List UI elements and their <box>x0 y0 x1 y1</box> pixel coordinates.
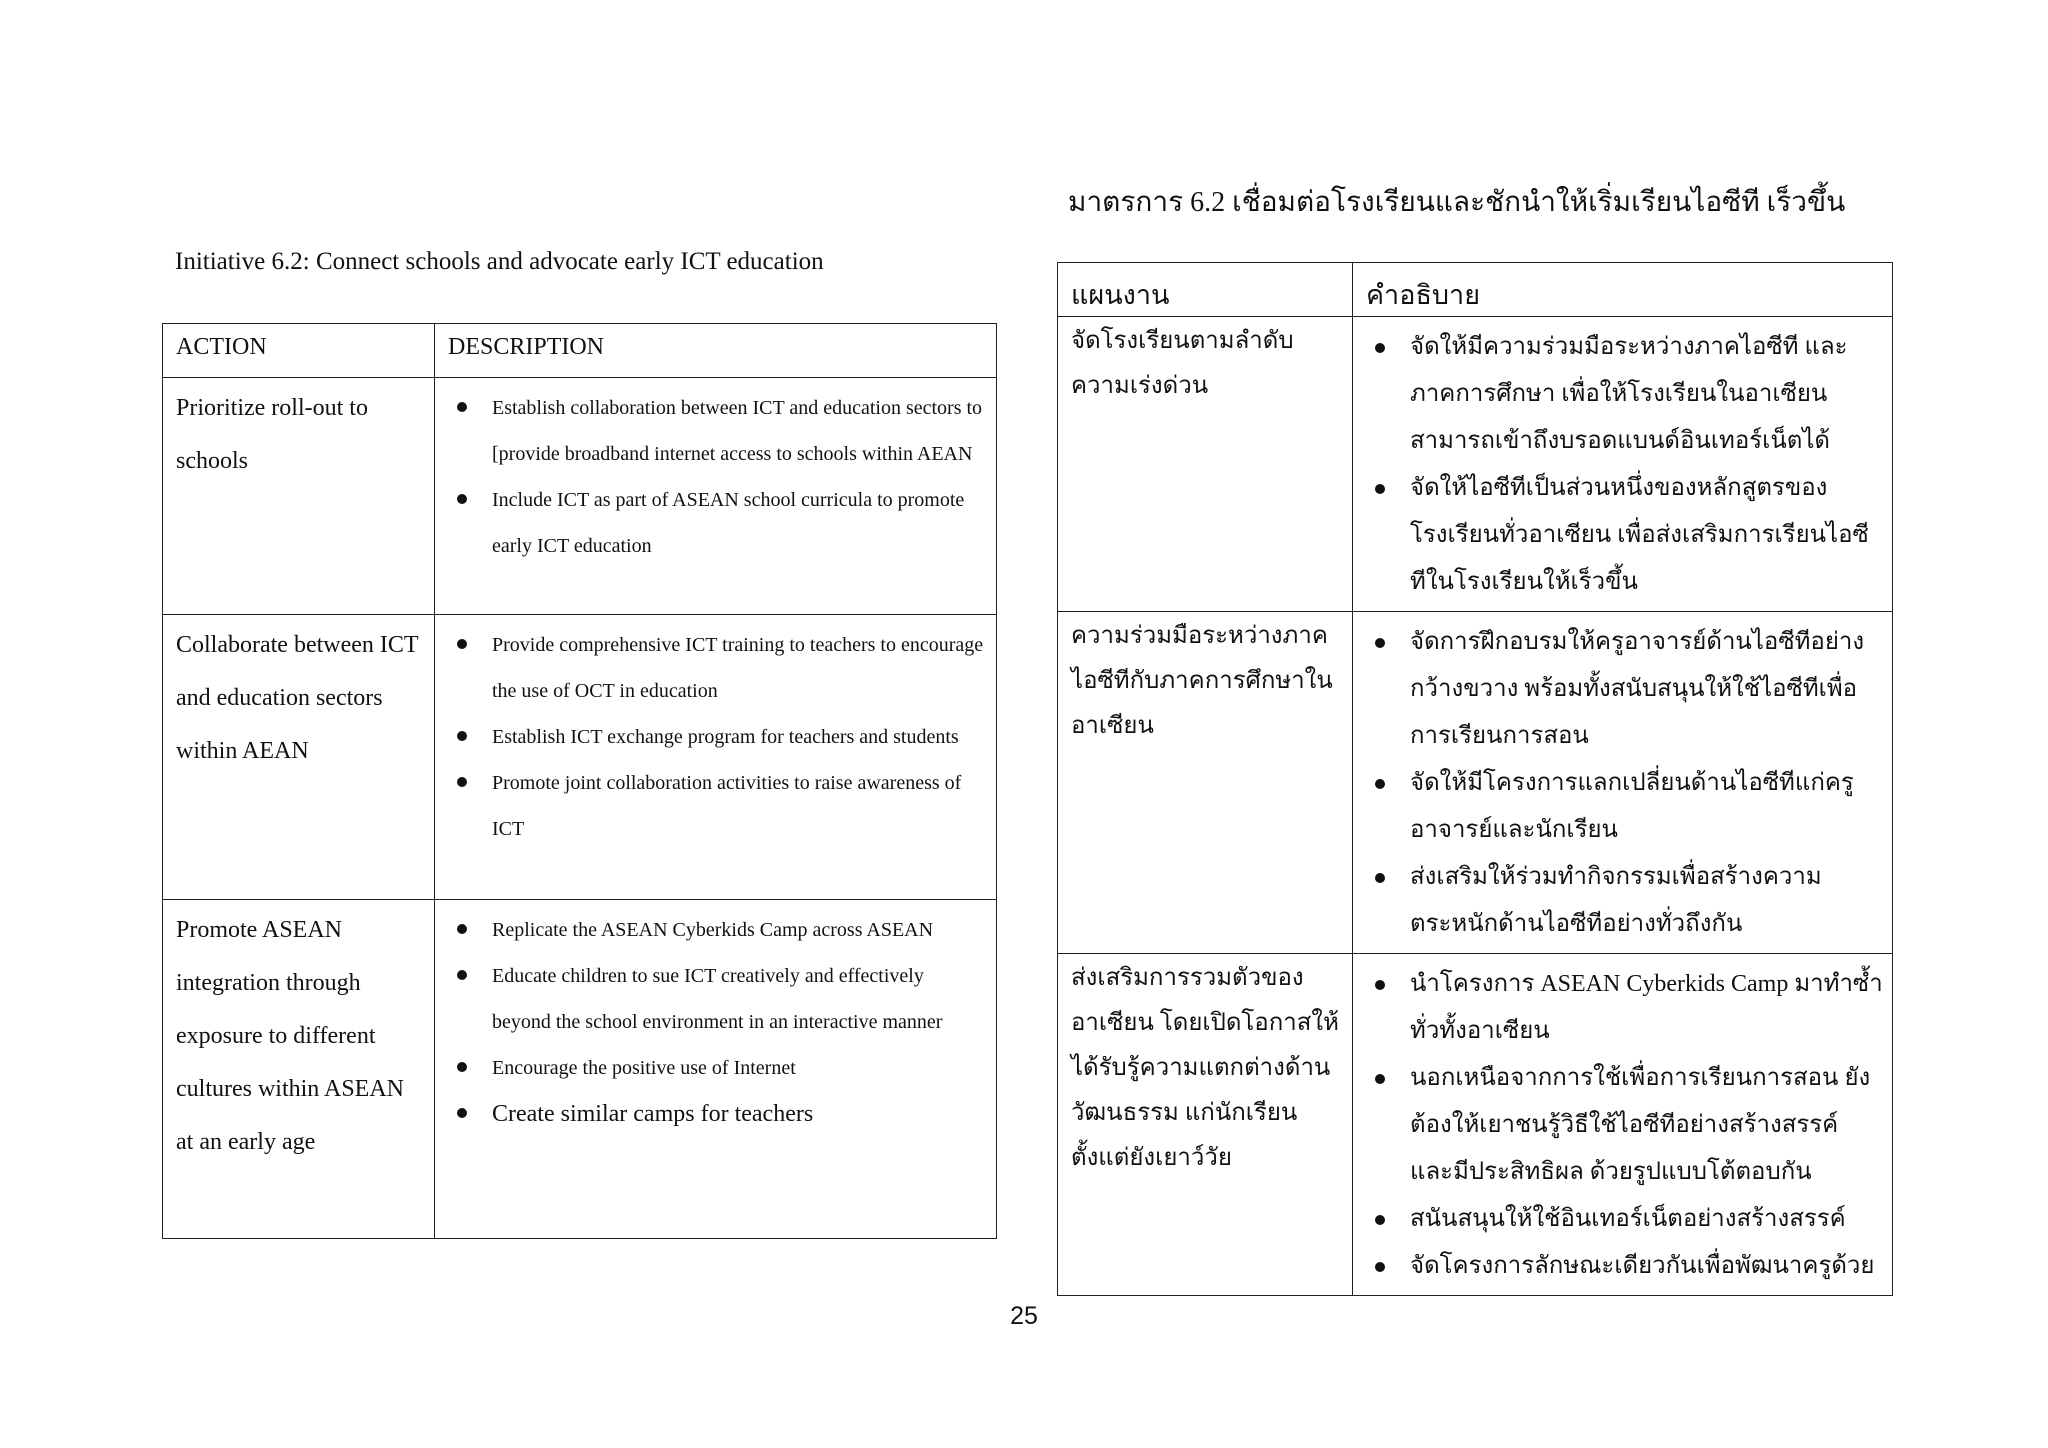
description-cell <box>435 615 997 900</box>
description-cell <box>1353 317 1893 612</box>
action-cell: ความร่วมมือระหว่างภาคไอซีทีกับภาคการศึกษาในอาเซียน <box>1058 612 1353 954</box>
bullet-text: Educate children to sue ICT creatively and effectively beyond the school environment in an interactive manner <box>492 965 943 1033</box>
action-cell: จัดโรงเรียนตามลำดับความเร่งด่วน <box>1058 317 1353 612</box>
bullet-item <box>1370 324 1883 465</box>
bullet-text: Create similar camps for teachers <box>492 1101 814 1127</box>
english-heading: Initiative 6.2: Connect schools and advocate early ICT education <box>175 248 824 275</box>
bullet-item <box>452 622 987 714</box>
bullet-item <box>452 477 987 569</box>
bullet-item <box>452 953 987 1045</box>
bullet-list <box>1354 318 1891 610</box>
bullet-item <box>1370 619 1883 760</box>
action-cell: Promote ASEAN integration through exposure to different cultures within ASEAN at an early age <box>163 900 435 1239</box>
bullet-text: จัดให้มีโครงการแลกเปลี่ยนด้านไอซีทีแก่ครูอาจารย์และนักเรียน <box>1410 770 1854 843</box>
bullet-text: นำโครงการ ASEAN Cyberkids Camp มาทำซ้ำทั่วทั้งอาเซียน <box>1410 971 1883 1044</box>
bullet-list <box>436 616 995 856</box>
action-column-header: แผนงาน <box>1058 263 1353 317</box>
bullet-item <box>452 1091 987 1137</box>
page-number: 25 <box>1010 1302 1038 1330</box>
bullet-icon <box>457 924 467 934</box>
bullet-text: Include ICT as part of ASEAN school curricula to promote early ICT education <box>492 489 965 557</box>
bullet-list <box>1354 955 1891 1294</box>
bullet-text: ส่งเสริมให้ร่วมทำกิจกรรมเพื่อสร้างความตระหนักด้านไอซีทีอย่างทั่วถึงกัน <box>1410 864 1822 937</box>
bullet-item <box>1370 1055 1883 1196</box>
bullet-icon <box>1375 638 1385 648</box>
english-action-table <box>162 323 997 1239</box>
bullet-item <box>1370 760 1883 854</box>
bullet-icon <box>1375 980 1385 990</box>
bullet-item <box>1370 1243 1883 1290</box>
bullet-item <box>452 1045 987 1091</box>
bullet-item <box>452 714 987 760</box>
bullet-item <box>452 907 987 953</box>
bullet-icon <box>457 402 467 412</box>
bullet-icon <box>457 639 467 649</box>
bullet-text: Establish collaboration between ICT and education sectors to [provide broadband internet access to schools within AEAN <box>492 397 983 465</box>
thai-action-table <box>1057 262 1893 1296</box>
table-row <box>163 378 997 615</box>
bullet-text: จัดให้ไอซีทีเป็นส่วนหนึ่งของหลักสูตรของโรงเรียนทั่วอาเซียน เพื่อส่งเสริมการเรียนไอซีทีในโรงเรียนให้เร็วขึ้น <box>1410 475 1869 595</box>
bullet-icon <box>1375 1262 1385 1272</box>
bullet-icon <box>1375 873 1385 883</box>
bullet-text: Replicate the ASEAN Cyberkids Camp across ASEAN <box>492 919 934 941</box>
bullet-item <box>452 385 987 477</box>
table-row <box>163 615 997 900</box>
description-cell <box>1353 954 1893 1296</box>
table-header-row <box>163 324 997 378</box>
bullet-icon <box>1375 484 1385 494</box>
description-cell <box>435 900 997 1239</box>
bullet-item <box>1370 1196 1883 1243</box>
action-cell: ส่งเสริมการรวมตัวของอาเซียน โดยเปิดโอกาสให้ได้รับรู้ความแตกต่างด้านวัฒนธรรม แก่นักเรียนตั้งแต่ยังเยาว์วัย <box>1058 954 1353 1296</box>
bullet-icon <box>457 777 467 787</box>
bullet-text: Provide comprehensive ICT training to teachers to encourage the use of OCT in education <box>492 634 984 702</box>
bullet-text: Establish ICT exchange program for teachers and students <box>492 726 959 748</box>
bullet-list <box>1354 613 1891 952</box>
bullet-text: จัดการฝึกอบรมให้ครูอาจารย์ด้านไอซีทีอย่างกว้างขวาง พร้อมทั้งสนับสนุนให้ใช้ไอซีทีเพื่อการเรียนการสอน <box>1410 629 1865 749</box>
action-cell: Collaborate between ICT and education sectors within AEAN <box>163 615 435 900</box>
bullet-icon <box>1375 343 1385 353</box>
description-column-header: คำอธิบาย <box>1353 263 1893 317</box>
action-cell: Prioritize roll-out to schools <box>163 378 435 615</box>
bullet-icon <box>457 731 467 741</box>
bullet-item <box>1370 961 1883 1055</box>
bullet-text: Promote joint collaboration activities to raise awareness of ICT <box>492 772 962 840</box>
thai-heading: มาตรการ 6.2 เชื่อมต่อโรงเรียนและชักนำให้เริ่มเรียนไอซีที เร็วขึ้น <box>1068 187 1846 218</box>
description-column-header: DESCRIPTION <box>435 324 997 378</box>
action-column-header: ACTION <box>163 324 435 378</box>
bullet-list <box>436 901 995 1141</box>
table-row <box>163 900 997 1239</box>
bullet-icon <box>457 1108 467 1118</box>
bullet-icon <box>1375 1074 1385 1084</box>
bullet-item <box>452 760 987 852</box>
bullet-text: นอกเหนือจากการใช้เพื่อการเรียนการสอน ยังต้องให้เยาชนรู้วิธีใช้ไอซีทีอย่างสร้างสรรค์ และมีประสิทธิผล ด้วยรูปแบบโต้ตอบกัน <box>1410 1065 1871 1185</box>
bullet-item <box>1370 465 1883 606</box>
bullet-icon <box>1375 779 1385 789</box>
bullet-text: Encourage the positive use of Internet <box>492 1057 796 1079</box>
bullet-text: จัดโครงการลักษณะเดียวกันเพื่อพัฒนาครูด้วย <box>1410 1253 1875 1279</box>
bullet-text: จัดให้มีความร่วมมือระหว่างภาคไอซีที และภาคการศึกษา เพื่อให้โรงเรียนในอาเซียนสามารถเข้าถึงบรอดแบนด์อินเทอร์เน็ตได้ <box>1410 334 1848 454</box>
bullet-list <box>436 379 995 573</box>
bullet-icon <box>457 970 467 980</box>
bullet-icon <box>1375 1215 1385 1225</box>
bullet-icon <box>457 1062 467 1072</box>
bullet-text: สนันสนุนให้ใช้อินเทอร์เน็ตอย่างสร้างสรรค์ <box>1410 1206 1846 1232</box>
description-cell <box>435 378 997 615</box>
description-cell <box>1353 612 1893 954</box>
table-header-row <box>1058 263 1893 317</box>
table-row <box>1058 317 1893 612</box>
table-row <box>1058 612 1893 954</box>
table-row <box>1058 954 1893 1296</box>
bullet-icon <box>457 494 467 504</box>
bullet-item <box>1370 854 1883 948</box>
